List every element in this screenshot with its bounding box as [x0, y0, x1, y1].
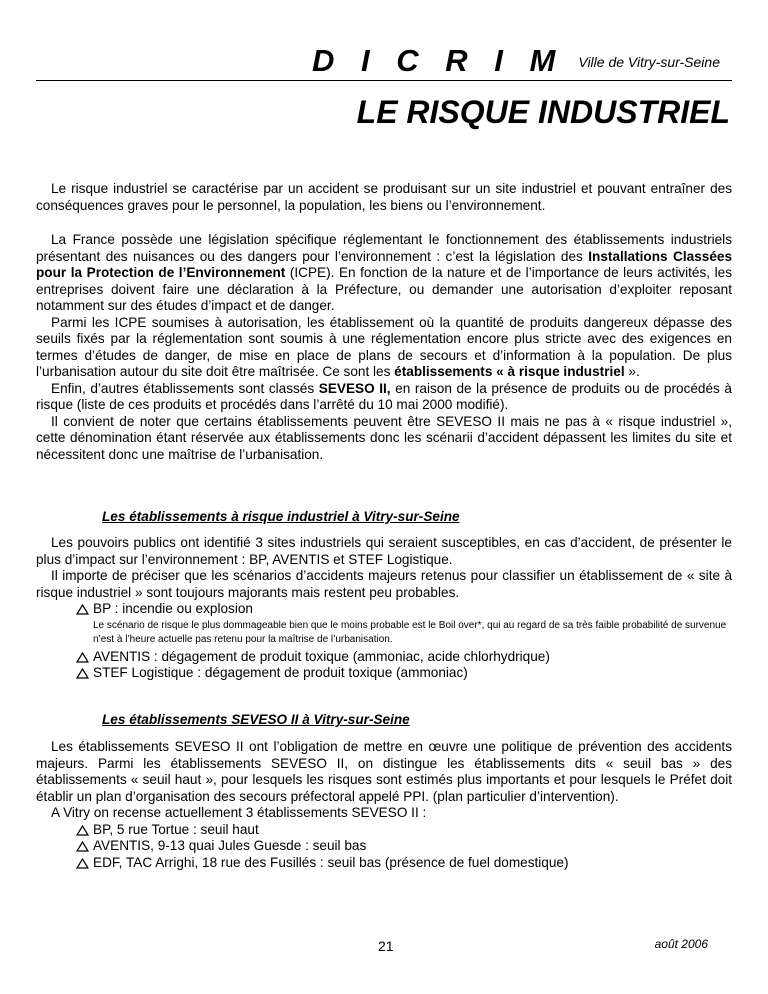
- triangle-bullet-icon: [76, 668, 89, 679]
- section1-title: Les établissements à risque industriel à Vitry-sur-Seine: [102, 509, 460, 524]
- text-run: Parmi les ICPE soumises à autorisation, les établissement où la quantité de produits dangereux dépasse des seuils fixés par la réglementation sont soumis à une réglementation encore plus stricte avec des exigences en termes d’études de danger, de mise en place de plans de secours et d’information à la population. De plus l’urbanisation autour du site doit être maîtrisée. Ce sont les: [36, 314, 732, 379]
- text-run: La France possède une législation spécifique réglementant le fonctionnement des établissements industriels présentant des nuisances ou des dangers pour l’environnement : c’est la législation des: [36, 232, 732, 264]
- list-item: [76, 838, 732, 855]
- list-item: [76, 665, 732, 682]
- list-item: [76, 649, 732, 666]
- list-item: [76, 822, 732, 839]
- text-run: Enfin, d’autres établissements sont classés: [51, 380, 319, 396]
- section2-paragraph-1: Les établissements SEVESO II ont l’obligation de mettre en œuvre une politique de prévention des accidents majeurs. Parmi les établissements SEVESO II, on distingue les établissements dits « seuil bas » des établissements « seuil haut », pour lesquels les risques sont estimés plus importants et pour lesquels le Préfet doit établir un plan d’organisation des secours préfectoral appelé PPI. (plan particulier d’intervention).: [36, 739, 732, 804]
- triangle-bullet-icon: [76, 652, 89, 663]
- section1-body: [36, 535, 732, 682]
- intro-paragraph-5: Il convient de noter que certains établissements peuvent être SEVESO II mais ne pas à « risque industriel », cette dénomination étant réservée aux établissements donc les scénarii d’accident dépassent les limites du site et nécessitent donc une maîtrise de l’urbanisation.: [36, 413, 732, 462]
- seveso-list: [36, 822, 732, 872]
- header-city: Ville de Vitry-sur-Seine: [578, 54, 720, 70]
- list-item-text: AVENTIS : dégagement de produit toxique (ammoniac, acide chlorhydrique): [93, 648, 550, 664]
- section2-body: [36, 739, 732, 871]
- list-item: [76, 855, 732, 872]
- risk-list-continued: [36, 649, 732, 682]
- list-item-text: EDF, TAC Arrighi, 18 rue des Fusillés : seuil bas (présence de fuel domestique): [93, 854, 569, 870]
- seveso-term: SEVESO II,: [318, 380, 391, 396]
- section2-title: Les établissements SEVESO II à Vitry-sur-Seine: [102, 712, 410, 727]
- triangle-bullet-icon: [76, 604, 89, 615]
- intro-paragraph-4: [36, 381, 732, 414]
- list-item: [76, 601, 732, 618]
- intro-paragraph-1: Le risque industriel se caractérise par un accident se produisant sur un site industriel et pouvant entraîner des conséquences graves pour le personnel, la population, les biens ou l’environnement.: [36, 181, 732, 213]
- header-rule: [36, 80, 732, 81]
- icpe-term: Installations Classées pour la Protection de l’Environnement: [36, 248, 733, 280]
- intro-paragraph-3: [36, 315, 732, 381]
- intro-section: [36, 181, 732, 463]
- risk-term: établissements « à risque industriel: [394, 364, 625, 379]
- list-item-text: BP : incendie ou explosion: [93, 601, 253, 616]
- list-item-text: BP, 5 rue Tortue : seuil haut: [93, 821, 259, 837]
- page-number: 21: [378, 938, 394, 954]
- page-title: LE RISQUE INDUSTRIEL: [356, 94, 730, 130]
- footer-date: août 2006: [654, 937, 708, 951]
- risk-list: [36, 601, 732, 618]
- triangle-bullet-icon: [76, 841, 89, 852]
- text-run: ».: [624, 364, 640, 379]
- intro-paragraph-2: [36, 232, 732, 315]
- section1-paragraph-2: Il importe de préciser que les scénarios d’accidents majeurs retenus pour classifier un établissement de « site à risque industriel » sont toujours majorants mais restent peu probables.: [36, 568, 732, 600]
- section2-paragraph-2: A Vitry on recense actuellement 3 établissements SEVESO II :: [51, 805, 427, 820]
- text-run: (ICPE). En fonction de la nature et de l’importance de leurs activités, les entreprises doivent faire une déclaration à la Préfecture, ou demander une autorisation d’exploiter reposant notamment sur des études d’impact et de danger.: [36, 265, 732, 313]
- boil-over-note: Le scénario de risque le plus dommageable bien que le moins probable est le Boil over*, qui au regard de sa très faible probabilité de survenue n’est à l’heure actuelle pas retenu pour la maîtrise de l’urbanisation.: [93, 619, 727, 645]
- text-run: en raison de la présence de produits ou de procédés à risque (liste de ces produits et procédés dans l’arrêté du 10 mai 2000 modifié).: [36, 380, 732, 412]
- triangle-bullet-icon: [76, 858, 89, 869]
- triangle-bullet-icon: [76, 825, 89, 836]
- list-item-text: AVENTIS, 9-13 quai Jules Guesde : seuil bas: [93, 838, 367, 853]
- header-title: D I C R I M: [312, 43, 565, 78]
- section1-paragraph-1: Les pouvoirs publics ont identifié 3 sites industriels qui seraient susceptibles, en cas d’accident, de présenter le plus d’impact sur l’environnement : BP, AVENTIS et STEF Logistique.: [36, 535, 732, 567]
- list-item-text: STEF Logistique : dégagement de produit toxique (ammoniac): [93, 665, 468, 680]
